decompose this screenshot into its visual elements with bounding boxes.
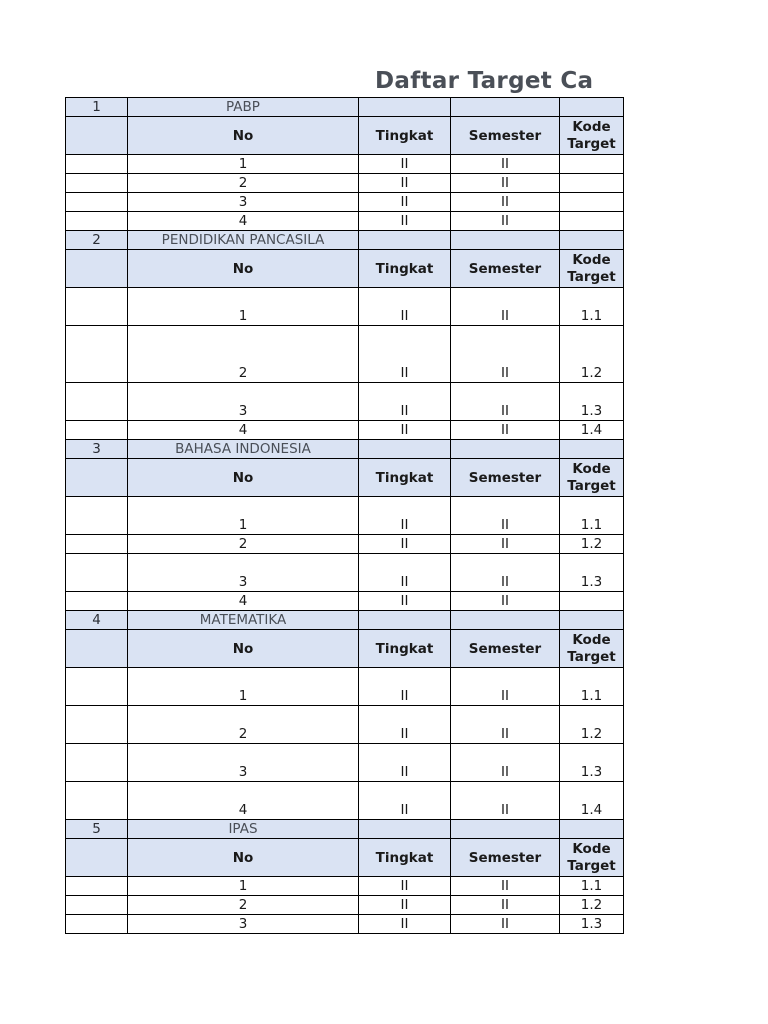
cell-tingkat: II <box>359 383 451 421</box>
header-blank-cell <box>66 839 128 877</box>
cell-semester: II <box>451 174 560 193</box>
cell-semester: II <box>451 915 560 934</box>
cell-no: 2 <box>128 896 359 915</box>
cell-semester: II <box>451 212 560 231</box>
subject-row <box>66 231 624 250</box>
cell-tingkat: II <box>359 193 451 212</box>
table-row <box>66 706 624 744</box>
cell-tingkat: II <box>359 212 451 231</box>
cell-semester: II <box>451 554 560 592</box>
table-row <box>66 212 624 231</box>
cell-kode-target: 1.3 <box>560 744 624 782</box>
row-blank-cell <box>66 155 128 174</box>
cell-semester: II <box>451 497 560 535</box>
header-tingkat: Tingkat <box>359 459 451 497</box>
subject-empty-cell <box>560 820 624 839</box>
row-blank-cell <box>66 706 128 744</box>
table-row <box>66 383 624 421</box>
row-blank-cell <box>66 554 128 592</box>
cell-tingkat: II <box>359 744 451 782</box>
header-tingkat: Tingkat <box>359 250 451 288</box>
row-blank-cell <box>66 326 128 383</box>
subject-row <box>66 820 624 839</box>
table-row <box>66 174 624 193</box>
row-blank-cell <box>66 174 128 193</box>
cell-tingkat: II <box>359 288 451 326</box>
cell-no: 4 <box>128 782 359 820</box>
row-blank-cell <box>66 288 128 326</box>
header-row <box>66 630 624 668</box>
header-no: No <box>128 630 359 668</box>
header-kode-target: Kode Target <box>560 839 624 877</box>
cell-tingkat: II <box>359 421 451 440</box>
cell-semester: II <box>451 668 560 706</box>
subject-empty-cell <box>359 611 451 630</box>
subject-empty-cell <box>560 231 624 250</box>
subject-number: 4 <box>66 611 128 630</box>
cell-tingkat: II <box>359 896 451 915</box>
header-tingkat: Tingkat <box>359 839 451 877</box>
cell-no: 1 <box>128 155 359 174</box>
cell-semester: II <box>451 155 560 174</box>
cell-no: 1 <box>128 877 359 896</box>
cell-tingkat: II <box>359 535 451 554</box>
subject-empty-cell <box>451 820 560 839</box>
header-no: No <box>128 459 359 497</box>
subject-number: 2 <box>66 231 128 250</box>
table-row <box>66 592 624 611</box>
table-row <box>66 915 624 934</box>
cell-no: 1 <box>128 668 359 706</box>
header-kode-target: Kode Target <box>560 117 624 155</box>
cell-semester: II <box>451 288 560 326</box>
cell-no: 1 <box>128 288 359 326</box>
table-row <box>66 668 624 706</box>
cell-no: 4 <box>128 212 359 231</box>
cell-no: 4 <box>128 421 359 440</box>
cell-kode-target: 1.3 <box>560 383 624 421</box>
header-blank-cell <box>66 250 128 288</box>
cell-tingkat: II <box>359 326 451 383</box>
header-semester: Semester <box>451 117 560 155</box>
header-semester: Semester <box>451 630 560 668</box>
header-blank-cell <box>66 459 128 497</box>
cell-kode-target: 1.3 <box>560 554 624 592</box>
cell-tingkat: II <box>359 915 451 934</box>
row-blank-cell <box>66 896 128 915</box>
cell-semester: II <box>451 421 560 440</box>
row-blank-cell <box>66 535 128 554</box>
cell-kode-target <box>560 212 624 231</box>
subject-empty-cell <box>359 820 451 839</box>
table-row <box>66 744 624 782</box>
cell-kode-target: 1.1 <box>560 668 624 706</box>
page-title: Daftar Target Ca <box>375 68 594 94</box>
cell-tingkat: II <box>359 174 451 193</box>
cell-tingkat: II <box>359 497 451 535</box>
cell-no: 3 <box>128 915 359 934</box>
subject-name: PABP <box>128 98 359 117</box>
cell-tingkat: II <box>359 155 451 174</box>
subject-empty-cell <box>451 231 560 250</box>
cell-no: 3 <box>128 193 359 212</box>
table-row <box>66 155 624 174</box>
cell-kode-target: 1.1 <box>560 497 624 535</box>
row-blank-cell <box>66 915 128 934</box>
subject-empty-cell <box>451 98 560 117</box>
cell-no: 2 <box>128 535 359 554</box>
cell-no: 2 <box>128 706 359 744</box>
cell-kode-target <box>560 174 624 193</box>
cell-kode-target <box>560 592 624 611</box>
row-blank-cell <box>66 592 128 611</box>
header-kode-target: Kode Target <box>560 630 624 668</box>
table-row <box>66 326 624 383</box>
target-table <box>65 97 624 934</box>
cell-semester: II <box>451 592 560 611</box>
cell-semester: II <box>451 193 560 212</box>
cell-kode-target: 1.2 <box>560 535 624 554</box>
row-blank-cell <box>66 497 128 535</box>
cell-semester: II <box>451 744 560 782</box>
cell-kode-target: 1.1 <box>560 877 624 896</box>
cell-kode-target <box>560 193 624 212</box>
cell-tingkat: II <box>359 668 451 706</box>
cell-tingkat: II <box>359 592 451 611</box>
cell-semester: II <box>451 896 560 915</box>
subject-name: BAHASA INDONESIA <box>128 440 359 459</box>
cell-kode-target: 1.3 <box>560 915 624 934</box>
subject-row <box>66 98 624 117</box>
cell-semester: II <box>451 782 560 820</box>
cell-no: 3 <box>128 744 359 782</box>
subject-empty-cell <box>560 98 624 117</box>
cell-semester: II <box>451 383 560 421</box>
cell-kode-target: 1.4 <box>560 782 624 820</box>
cell-kode-target: 1.1 <box>560 288 624 326</box>
subject-name: IPAS <box>128 820 359 839</box>
cell-no: 2 <box>128 174 359 193</box>
header-row <box>66 117 624 155</box>
row-blank-cell <box>66 212 128 231</box>
subject-empty-cell <box>451 611 560 630</box>
header-no: No <box>128 117 359 155</box>
header-tingkat: Tingkat <box>359 117 451 155</box>
header-blank-cell <box>66 630 128 668</box>
cell-kode-target: 1.2 <box>560 326 624 383</box>
row-blank-cell <box>66 421 128 440</box>
subject-name: PENDIDIKAN PANCASILA <box>128 231 359 250</box>
row-blank-cell <box>66 782 128 820</box>
table-row <box>66 554 624 592</box>
cell-no: 3 <box>128 554 359 592</box>
header-row <box>66 839 624 877</box>
row-blank-cell <box>66 877 128 896</box>
header-semester: Semester <box>451 839 560 877</box>
header-row <box>66 459 624 497</box>
subject-empty-cell <box>359 98 451 117</box>
cell-semester: II <box>451 706 560 744</box>
cell-tingkat: II <box>359 782 451 820</box>
header-no: No <box>128 839 359 877</box>
row-blank-cell <box>66 744 128 782</box>
subject-row <box>66 611 624 630</box>
cell-no: 3 <box>128 383 359 421</box>
header-no: No <box>128 250 359 288</box>
cell-tingkat: II <box>359 877 451 896</box>
table-row <box>66 421 624 440</box>
table-row <box>66 497 624 535</box>
subject-empty-cell <box>359 231 451 250</box>
row-blank-cell <box>66 193 128 212</box>
header-semester: Semester <box>451 459 560 497</box>
row-blank-cell <box>66 383 128 421</box>
table-row <box>66 877 624 896</box>
table-row <box>66 896 624 915</box>
cell-semester: II <box>451 877 560 896</box>
header-kode-target: Kode Target <box>560 250 624 288</box>
cell-tingkat: II <box>359 706 451 744</box>
cell-no: 4 <box>128 592 359 611</box>
cell-kode-target: 1.4 <box>560 421 624 440</box>
subject-row <box>66 440 624 459</box>
header-blank-cell <box>66 117 128 155</box>
table-body <box>66 98 624 934</box>
row-blank-cell <box>66 668 128 706</box>
table-row <box>66 782 624 820</box>
cell-kode-target: 1.2 <box>560 896 624 915</box>
cell-semester: II <box>451 326 560 383</box>
subject-name: MATEMATIKA <box>128 611 359 630</box>
cell-no: 1 <box>128 497 359 535</box>
subject-empty-cell <box>560 611 624 630</box>
table-row <box>66 288 624 326</box>
subject-number: 1 <box>66 98 128 117</box>
header-row <box>66 250 624 288</box>
subject-empty-cell <box>359 440 451 459</box>
header-kode-target: Kode Target <box>560 459 624 497</box>
header-semester: Semester <box>451 250 560 288</box>
subject-empty-cell <box>451 440 560 459</box>
subject-number: 5 <box>66 820 128 839</box>
cell-semester: II <box>451 535 560 554</box>
cell-kode-target: 1.2 <box>560 706 624 744</box>
table-row <box>66 193 624 212</box>
table-row <box>66 535 624 554</box>
cell-no: 2 <box>128 326 359 383</box>
header-tingkat: Tingkat <box>359 630 451 668</box>
cell-kode-target <box>560 155 624 174</box>
subject-number: 3 <box>66 440 128 459</box>
subject-empty-cell <box>560 440 624 459</box>
cell-tingkat: II <box>359 554 451 592</box>
